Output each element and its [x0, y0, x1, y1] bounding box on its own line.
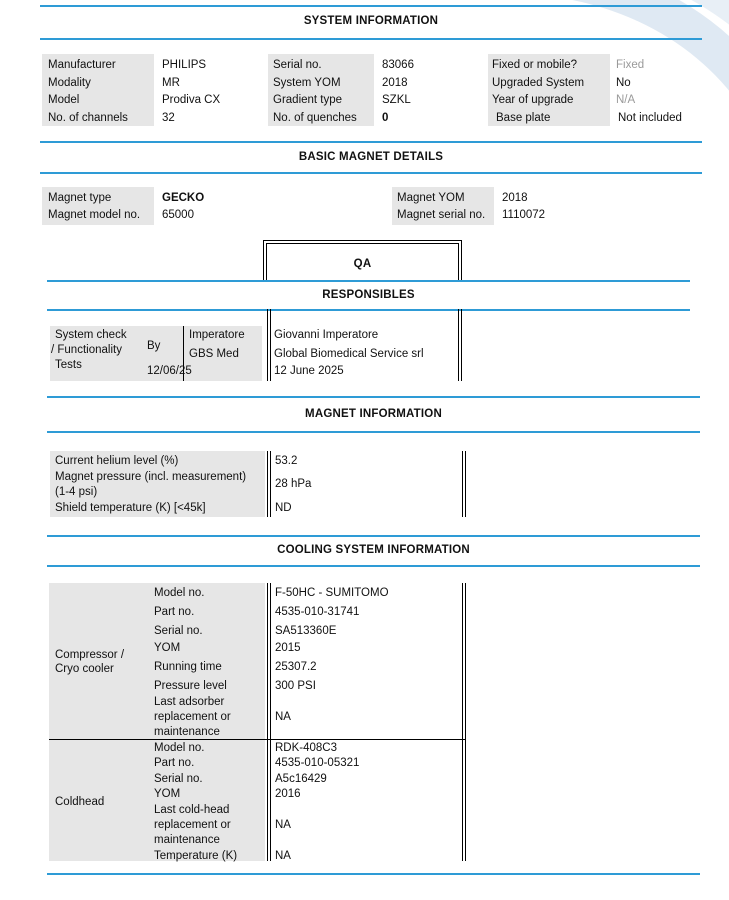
table-border: [267, 451, 268, 517]
coldhead-model-value: RDK-408C3: [275, 742, 337, 754]
field-label: maintenance: [154, 726, 220, 738]
upgraded-value: No: [616, 77, 631, 89]
table-border: [465, 451, 466, 517]
coldhead-replacement-value: NA: [275, 819, 291, 831]
field-label: Current helium level (%): [55, 455, 179, 467]
compressor-serial-value: SA513360E: [275, 625, 337, 637]
coldhead-label: Coldhead: [55, 796, 105, 808]
table-border: [49, 739, 465, 740]
section-rule: [47, 396, 700, 398]
field-label: maintenance: [154, 834, 220, 846]
pressure-value: 28 hPa: [275, 478, 312, 490]
field-label: System YOM: [273, 77, 341, 89]
magnet-info-heading: MAGNET INFORMATION: [305, 408, 442, 420]
field-label: Part no.: [154, 606, 195, 618]
base-plate-value: Not included: [618, 112, 682, 124]
field-label: YOM: [154, 788, 181, 800]
field-label: Gradient type: [273, 94, 343, 106]
field-label: No. of quenches: [273, 112, 357, 124]
check-label: / Functionality: [51, 344, 122, 356]
field-label: Base plate: [496, 112, 551, 124]
upgrade-year-value: N/A: [616, 94, 636, 106]
magnet-yom-value: 2018: [502, 192, 528, 204]
table-border: [263, 240, 462, 241]
section-rule: [47, 309, 690, 311]
coldhead-serial-value: A5c16429: [275, 773, 327, 785]
section-rule: [47, 873, 700, 875]
field-label: Running time: [154, 661, 222, 673]
section-rule: [47, 565, 700, 567]
coldhead-part-value: 4535-010-05321: [275, 757, 360, 769]
by-label: By: [147, 340, 161, 352]
modality-value: MR: [162, 77, 180, 89]
helium-value: 53.2: [275, 455, 298, 467]
field-label: replacement or: [154, 711, 231, 723]
model-value: Prodiva CX: [162, 94, 221, 106]
section-rule: [40, 38, 702, 40]
coldhead-temperature-value: NA: [275, 850, 291, 862]
shield-value: ND: [275, 502, 292, 514]
check-label: System check: [55, 329, 127, 341]
field-label: Modality: [48, 77, 91, 89]
section-rule: [47, 280, 690, 282]
table-border: [461, 309, 462, 381]
section-rule: [40, 5, 702, 7]
field-label: Model no.: [154, 587, 205, 599]
system-info-heading: SYSTEM INFORMATION: [303, 15, 439, 27]
field-label: Magnet type: [48, 192, 112, 204]
table-border: [266, 243, 459, 244]
table-border: [462, 451, 463, 517]
field-label: Year of upgrade: [492, 94, 574, 106]
field-label: Last cold-head: [154, 804, 230, 816]
system-yom-value: 2018: [382, 77, 408, 89]
coldhead-yom-value: 2016: [275, 788, 301, 800]
table-border: [270, 309, 271, 381]
qa-heading: QA: [353, 258, 372, 270]
magnet-serial-value: 1110072: [502, 209, 546, 221]
field-label: Serial no.: [154, 773, 203, 785]
field-label: (1-4 psi): [55, 486, 98, 498]
quenches-value: 0: [382, 112, 389, 124]
responsible-full-name: Giovanni Imperatore: [274, 329, 379, 341]
field-label: Last adsorber: [154, 696, 225, 708]
table-border: [465, 583, 466, 861]
field-label: Part no.: [154, 757, 195, 769]
table-border: [270, 583, 271, 861]
compressor-part-value: 4535-010-31741: [275, 606, 360, 618]
table-border: [263, 240, 264, 280]
field-label: Model no.: [154, 742, 205, 754]
responsible-surname: Imperatore: [189, 329, 245, 341]
check-date-long: 12 June 2025: [274, 365, 344, 377]
field-label: YOM: [154, 642, 181, 654]
field-label: Magnet model no.: [48, 209, 141, 221]
compressor-runtime-value: 25307.2: [275, 661, 317, 673]
fixed-mobile-value: Fixed: [616, 59, 645, 71]
section-rule: [40, 172, 702, 174]
table-border: [458, 309, 459, 381]
table-border: [270, 451, 271, 517]
compressor-label: Cryo cooler: [55, 663, 114, 675]
responsibles-heading: RESPONSIBLES: [322, 289, 415, 301]
field-label: Model: [48, 94, 80, 106]
field-label: replacement or: [154, 819, 231, 831]
date-short: 12/06/25: [147, 365, 192, 377]
gradient-value: SZKL: [382, 94, 411, 106]
compressor-pressure-value: 300 PSI: [275, 680, 316, 692]
table-border: [267, 583, 268, 861]
field-label: No. of channels: [48, 112, 128, 124]
responsible-company: GBS Med: [189, 348, 239, 360]
table-border: [267, 309, 268, 381]
field-label: Serial no.: [154, 625, 203, 637]
adsorber-value: NA: [275, 711, 291, 723]
field-label: Shield temperature (K) [<45k]: [55, 502, 206, 514]
magnet-model-value: 65000: [162, 209, 194, 221]
field-label: Magnet serial no.: [397, 209, 486, 221]
cooling-heading: COOLING SYSTEM INFORMATION: [277, 544, 470, 556]
field-label: Serial no.: [273, 59, 322, 71]
responsible-company-full: Global Biomedical Service srl: [274, 348, 424, 360]
field-label: Fixed or mobile?: [492, 59, 578, 71]
section-rule: [47, 535, 700, 537]
field-label: Upgraded System: [492, 77, 585, 89]
compressor-yom-value: 2015: [275, 642, 301, 654]
field-label: Manufacturer: [48, 59, 116, 71]
section-rule: [40, 141, 702, 143]
basic-magnet-heading: BASIC MAGNET DETAILS: [298, 151, 444, 163]
field-label: Magnet pressure (incl. measurement): [55, 471, 247, 483]
compressor-model-value: F-50HC - SUMITOMO: [275, 587, 389, 599]
magnet-type-value: GECKO: [162, 192, 205, 204]
field-label: Pressure level: [154, 680, 227, 692]
field-label: Temperature (K): [154, 850, 238, 862]
table-border: [461, 240, 462, 280]
compressor-label: Compressor /: [55, 649, 125, 661]
field-label: Magnet YOM: [397, 192, 465, 204]
check-label: Tests: [55, 359, 82, 371]
section-rule: [47, 431, 700, 433]
serial-value: 83066: [382, 59, 414, 71]
channels-value: 32: [162, 112, 175, 124]
manufacturer-value: PHILIPS: [162, 59, 207, 71]
table-border: [462, 583, 463, 861]
